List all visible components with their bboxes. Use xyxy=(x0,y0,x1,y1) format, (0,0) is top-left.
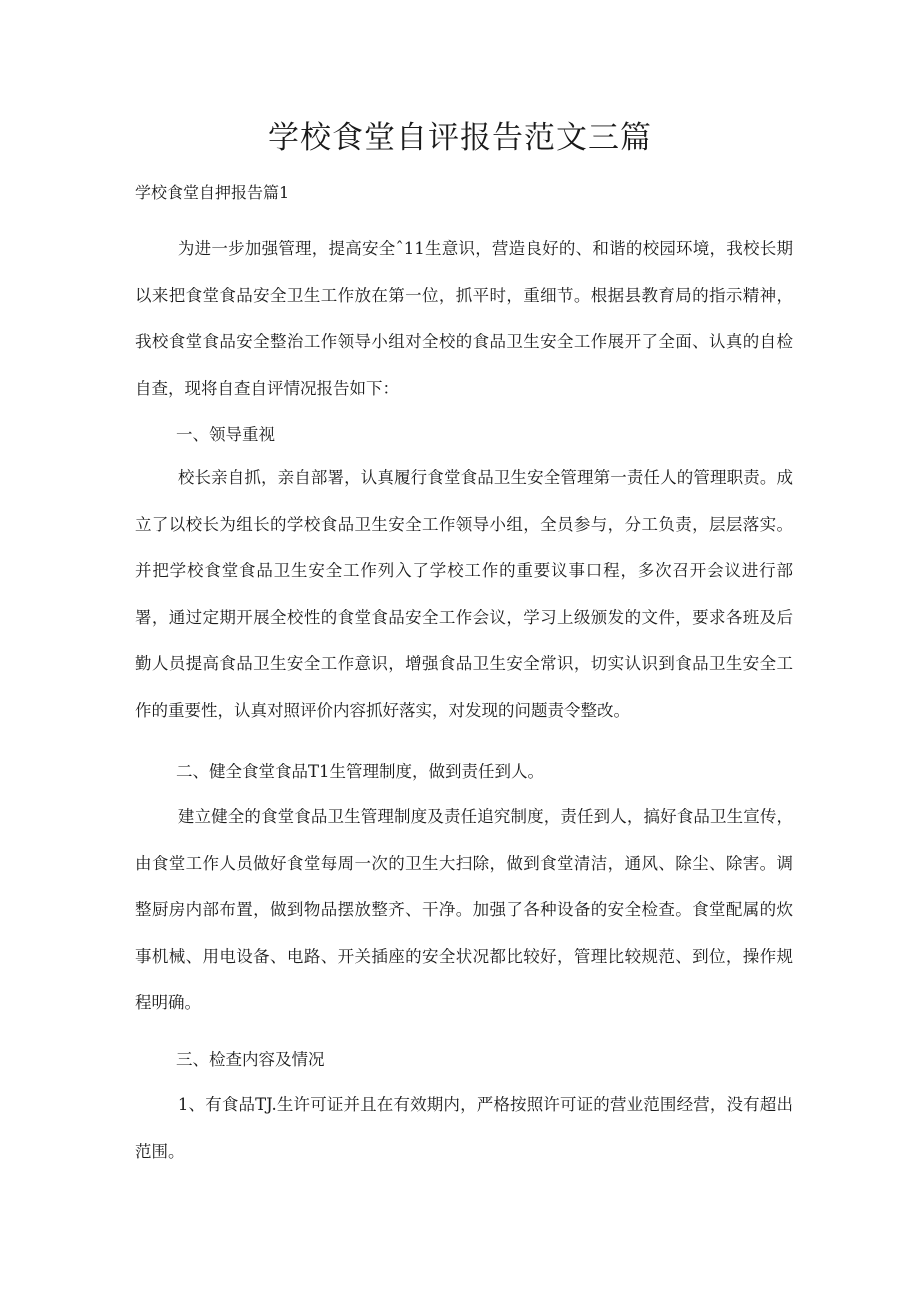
section-heading-1: 一、领导重视 xyxy=(176,425,275,444)
paragraph-inspection-item-1: 1、有食品TJ.生许可证并且在有效期内，严格按照许可证的营业范围经营，没有超出范围。 xyxy=(135,1095,793,1161)
document-title: 学校食堂自评报告范文三篇 xyxy=(268,120,652,156)
document-subtitle: 学校食堂自押报告篇1 xyxy=(135,183,290,202)
paragraph-leadership: 校长亲自抓，亲自部署，认真履行食堂食品卫生安全管理第一责任人的管理职责。成立了以校长为组长的学校食品卫生安全工作领导小组，全员参与，分工负责，层层落实。并把学校食堂食品卫生安全工作列入了学校工作的重要议事口程，多次召开会议进行部署，通过定期开展全校性的食堂食品安全工作会议，学习上级颁发的文件，要求各班及后勤人员提高食品卫生安全工作意识，增强食品卫生安全常识，切实认识到食品卫生安全工作的重要性，认真对照评价内容抓好落实，对发现的问题责令整改。 xyxy=(135,468,793,720)
paragraph-intro: 为进一步加强管理，提高安全ˆ11生意识，营造良好的、和谐的校园环境，我校长期以来把食堂食品安全卫生工作放在第一位，抓平时，重细节。根据县教育局的指示精神，我校食堂食品安全整治工作领导小组对全校的食品卫生安全工作展开了全面、认真的自检自查，现将自查自评情况报告如下： xyxy=(135,239,793,398)
section-heading-2: 二、健全食堂食品T1生管理制度，做到责任到人。 xyxy=(176,762,545,781)
section-heading-3: 三、检查内容及情况 xyxy=(176,1050,325,1069)
paragraph-system: 建立健全的食堂食品卫生管理制度及责任追究制度，责任到人，搞好食品卫生宣传，由食堂工作人员做好食堂每周一次的卫生大扫除，做到食堂清洁，通风、除尘、除害。调整厨房内部布置，做到物品摆放整齐、干净。加强了各种设备的安全检查。食堂配属的炊事机械、用电设备、电路、开关插座的安全状况都比较好，管理比较规范、到位，操作规程明确。 xyxy=(135,807,793,1012)
